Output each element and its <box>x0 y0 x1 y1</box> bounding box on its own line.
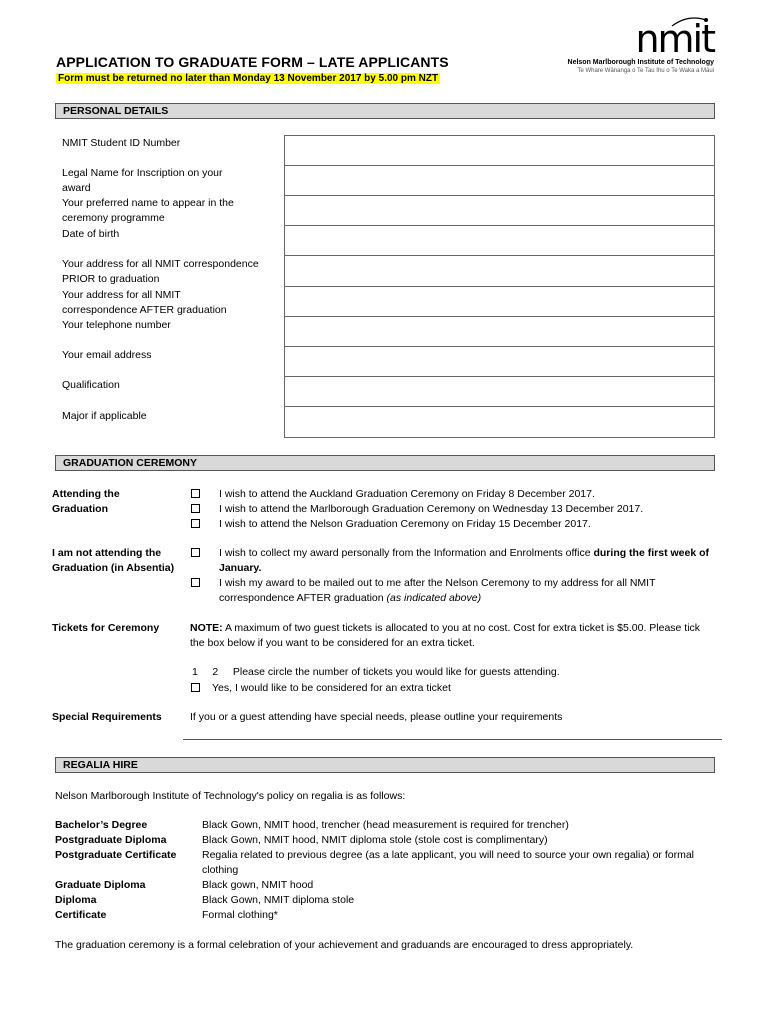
nmit-logo <box>553 14 718 76</box>
label-qualification: Qualification <box>62 379 120 391</box>
student-id-field[interactable] <box>284 135 715 166</box>
label-major: Major if applicable <box>62 410 147 422</box>
regalia-label-pg-diploma: Postgraduate Diploma <box>55 834 167 846</box>
marlborough-option: I wish to attend the Marlborough Graduation Ceremony on Wednesday 13 December 2017. <box>219 503 644 515</box>
label-email: Your email address <box>62 349 152 361</box>
label-student-id: NMIT Student ID Number <box>62 137 181 149</box>
extra-ticket-checkbox[interactable] <box>191 683 200 692</box>
regalia-label-bachelor: Bachelor’s Degree <box>55 819 148 831</box>
special-requirements-label: Special Requirements <box>52 711 162 723</box>
date-of-birth-field[interactable] <box>284 225 715 256</box>
regalia-label-certificate: Certificate <box>55 909 107 921</box>
regalia-value-diploma: Black Gown, NMIT diploma stole <box>202 894 355 906</box>
label-telephone: Your telephone number <box>62 319 171 331</box>
mail-award-checkbox[interactable] <box>191 578 200 587</box>
marlborough-checkbox[interactable] <box>191 504 200 513</box>
regalia-footer-note: The graduation ceremony is a formal celebration of your achievement and graduands are encouraged to dress appropriately. <box>55 939 634 951</box>
form-title: APPLICATION TO GRADUATE FORM – LATE APPLICANTS <box>56 54 449 70</box>
regalia-value-bachelor: Black Gown, NMIT hood, trencher (head measurement is required for trencher) <box>202 819 569 831</box>
major-field[interactable] <box>284 406 715 438</box>
section-heading-regalia: REGALIA HIRE <box>55 757 715 773</box>
address-after-field[interactable] <box>284 286 715 317</box>
attending-label: Attending the Graduation <box>52 488 120 515</box>
extra-ticket-option: Yes, I would like to be considered for an extra ticket <box>212 682 451 694</box>
nelson-option: I wish to attend the Nelson Graduation Ceremony on Friday 15 December 2017. <box>219 518 591 530</box>
tickets-note: NOTE: A maximum of two guest tickets is allocated to you at no cost. Cost for extra ticket is $5.00. Please tick the box below if you want to be considered for an extra ticket. <box>190 622 701 649</box>
regalia-value-pg-certificate: Regalia related to previous degree (as a late applicant, you will need to source your own regalia) or formal clothing <box>202 849 695 876</box>
regalia-label-diploma: Diploma <box>55 894 97 906</box>
preferred-name-field[interactable] <box>284 195 715 226</box>
logo-wordmark: nmit <box>635 17 714 61</box>
qualification-field[interactable] <box>284 376 715 407</box>
section-heading-ceremony: GRADUATION CEREMONY <box>55 455 715 471</box>
address-prior-field[interactable] <box>284 255 715 287</box>
tickets-circle-instruction[interactable]: 1 2 Please circle the number of tickets you would like for guests attending. <box>192 666 560 678</box>
label-address-prior: Your address for all NMIT correspondence PRIOR to graduation <box>62 258 259 285</box>
tickets-label: Tickets for Ceremony <box>52 622 160 634</box>
label-preferred-name: Your preferred name to appear in the ceremony programme <box>62 197 234 224</box>
logo-institute-name: Nelson Marlborough Institute of Technology <box>567 59 714 66</box>
legal-name-field[interactable] <box>284 165 715 196</box>
section-heading-personal: PERSONAL DETAILS <box>55 103 715 119</box>
auckland-option: I wish to attend the Auckland Graduation Ceremony on Friday 8 December 2017. <box>219 488 595 500</box>
regalia-label-pg-certificate: Postgraduate Certificate <box>55 849 177 861</box>
label-legal-name: Legal Name for Inscription on your award <box>62 167 223 194</box>
absentia-label: I am not attending the Graduation (in Absentia) <box>52 547 175 574</box>
telephone-field[interactable] <box>284 316 715 347</box>
regalia-value-pg-diploma: Black Gown, NMIT hood, NMIT diploma stole (stole cost is complimentary) <box>202 834 548 846</box>
label-date-of-birth: Date of birth <box>62 228 120 240</box>
nelson-checkbox[interactable] <box>191 519 200 528</box>
logo-maori-name: Te Whare Wānanga o Te Tau Ihu o Te Waka a Māui <box>577 68 714 74</box>
auckland-checkbox[interactable] <box>191 489 200 498</box>
special-requirements-text: If you or a guest attending have special needs, please outline your requirements <box>190 711 563 723</box>
email-field[interactable] <box>284 346 715 377</box>
special-requirements-line[interactable] <box>183 739 722 740</box>
deadline-notice: Form must be returned no later than Monday 13 November 2017 by 5.00 pm NZT <box>58 73 439 84</box>
regalia-intro: Nelson Marlborough Institute of Technology's policy on regalia is as follows: <box>55 790 406 802</box>
label-address-after: Your address for all NMIT correspondence AFTER graduation <box>62 289 227 316</box>
collect-award-checkbox[interactable] <box>191 548 200 557</box>
mail-award-option: I wish my award to be mailed out to me after the Nelson Ceremony to my address for all NMIT correspondence AFTER graduation (as indicated above) <box>219 577 656 604</box>
collect-award-option: I wish to collect my award personally from the Information and Enrolments office during the first week of January. <box>219 547 709 574</box>
regalia-label-grad-diploma: Graduate Diploma <box>55 879 146 891</box>
regalia-value-certificate: Formal clothing* <box>202 909 278 921</box>
regalia-value-grad-diploma: Black gown, NMIT hood <box>202 879 314 891</box>
